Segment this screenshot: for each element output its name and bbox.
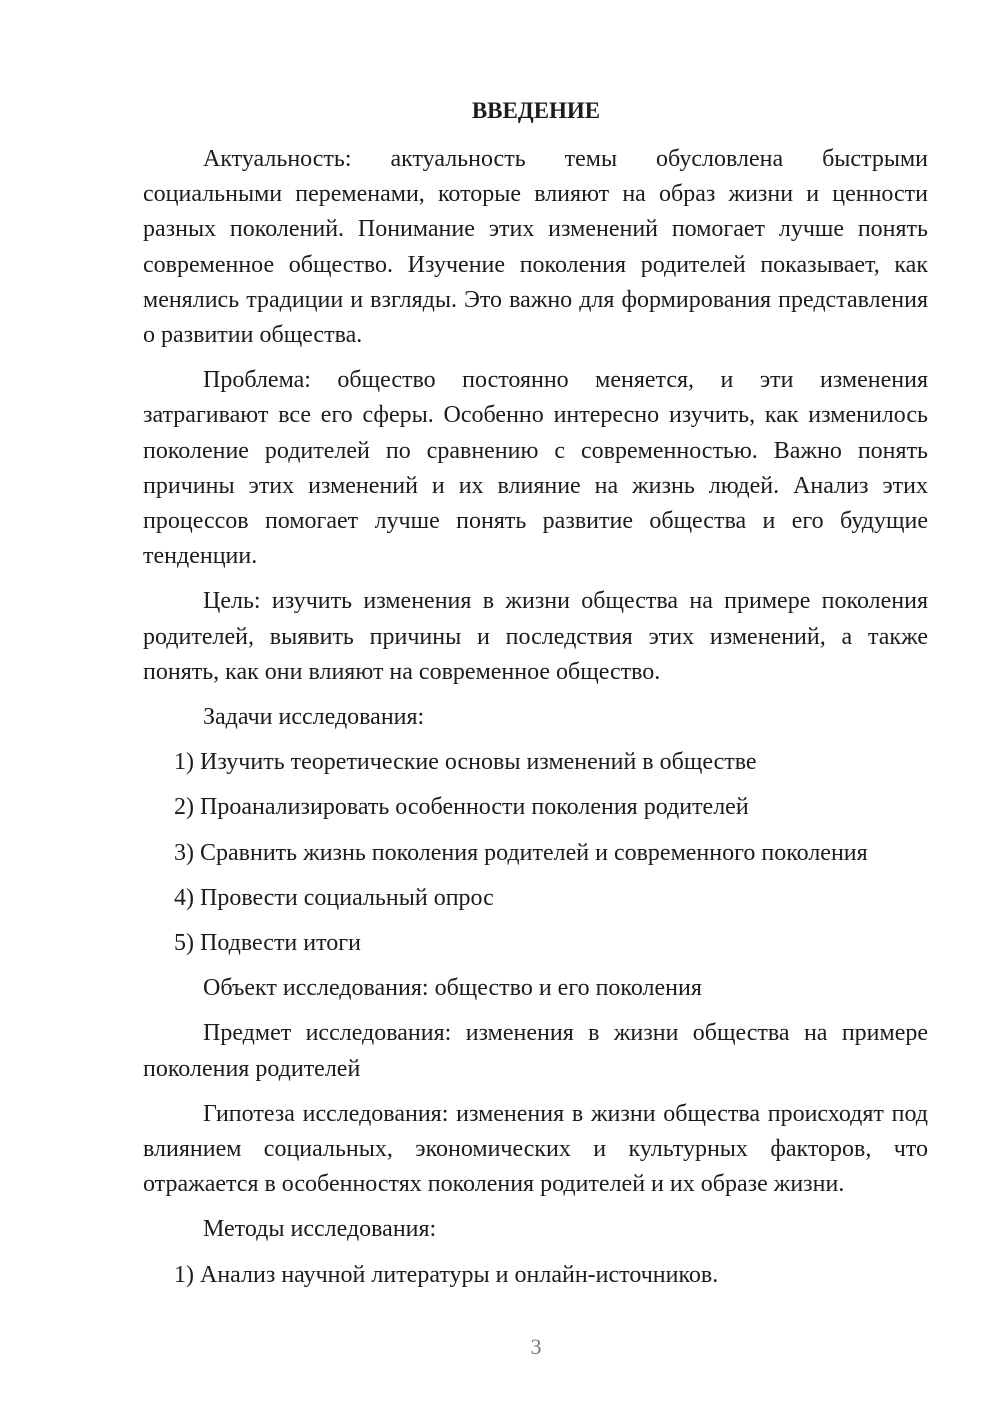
task-item-2: 2) Проанализировать особенности поколения родителей	[174, 794, 749, 821]
goal-paragraph: Цель: изучить изменения в жизни общества на примере поколения родителей, выявить причины и последствия этих изменений, а также понять, как они влияют на современное общество.	[143, 588, 928, 685]
hypothesis-paragraph: Гипотеза исследования: изменения в жизни общества происходят под влиянием социальных, экономических и культурных факторов, что отражается в особенностях поколения родителей и их образе жизни.	[143, 1100, 928, 1198]
subject-paragraph: Предмет исследования: изменения в жизни общества на примере поколения родителей	[143, 1020, 928, 1082]
problem-paragraph: Проблема: общество постоянно меняется, и эти изменения затрагивают все его сферы. Особенно интересно изучить, как изменилось поколение родителей по сравнению с современностью. Важно понять причины этих изменений и их влияние на жизнь людей. Анализ этих процессов помогает лучше понять развитие общества и его будущие тенденции.	[143, 367, 928, 570]
methods-label: Методы исследования:	[203, 1216, 437, 1243]
object-line: Объект исследования: общество и его поколения	[203, 975, 702, 1002]
tasks-label: Задачи исследования:	[203, 704, 425, 731]
method-item-1: 1) Анализ научной литературы и онлайн-источников.	[174, 1261, 719, 1288]
page-number: 3	[530, 1334, 542, 1359]
task-item-1: 1) Изучить теоретические основы изменений в обществе	[174, 749, 757, 776]
document-body	[143, 142, 928, 1303]
task-item-5: 5) Подвести итоги	[174, 930, 361, 957]
task-item-3: 3) Сравнить жизнь поколения родителей и современного поколения	[174, 839, 868, 866]
section-title: ВВЕДЕНИЕ	[471, 98, 601, 123]
task-item-4: 4) Провести социальный опрос	[174, 884, 494, 911]
relevance-paragraph: Актуальность: актуальность темы обусловлена быстрыми социальными переменами, которые влияют на образ жизни и ценности разных поколений. Понимание этих изменений помогает лучше понять современное общество. Изучение поколения родителей показывает, как менялись традиции и взгляды. Это важно для формирования представления о развитии общества.	[143, 146, 928, 349]
